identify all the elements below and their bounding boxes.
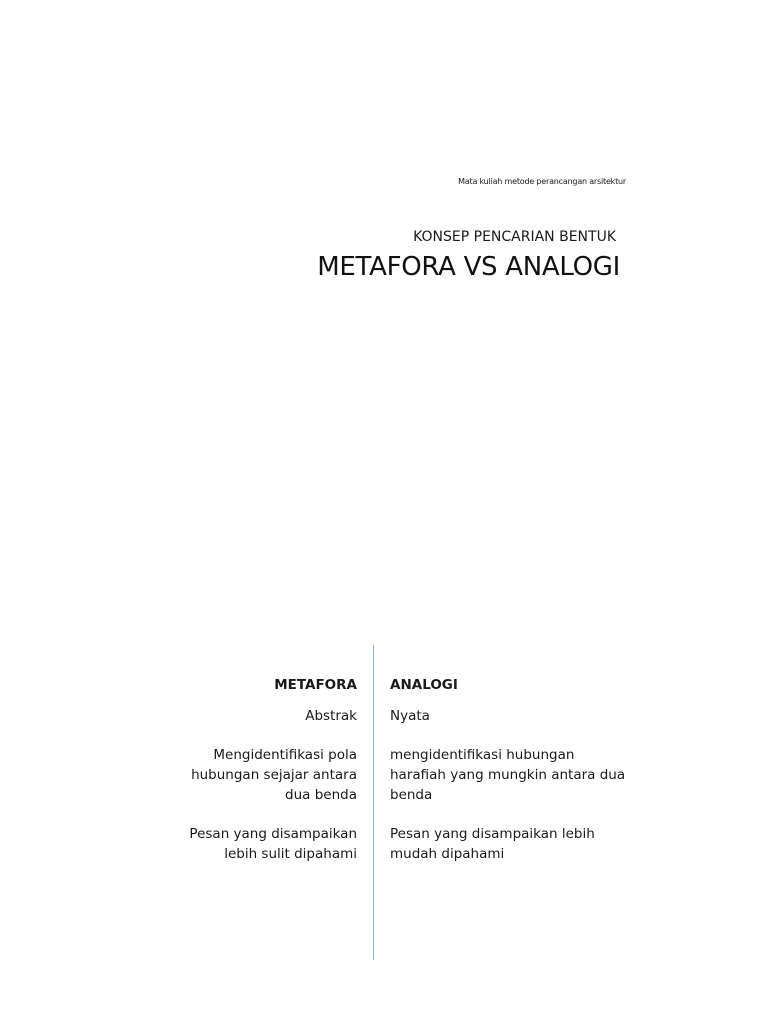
document-title: METAFORA VS ANALOGI xyxy=(317,252,620,282)
analogi-heading: ANALOGI xyxy=(390,677,458,693)
analogi-row-message: Pesan yang disampaikan lebih mudah dipahami xyxy=(390,826,595,862)
analogi-row-relation: mengidentifikasi hubungan harafiah yang mungkin antara dua benda xyxy=(390,747,626,803)
analogi-row-real: Nyata xyxy=(390,708,430,724)
metafora-heading: METAFORA xyxy=(274,677,357,693)
metafora-row-message: Pesan yang disampaikan lebih sulit dipahami xyxy=(189,826,357,862)
course-note: Mata kuliah metode perancangan arsitektur xyxy=(458,177,626,186)
document-subtitle: KONSEP PENCARIAN BENTUK xyxy=(413,229,616,245)
metafora-row-abstract: Abstrak xyxy=(305,708,357,724)
column-divider xyxy=(373,645,374,960)
metafora-row-relation: Mengidentifikasi pola hubungan sejajar antara dua benda xyxy=(191,747,357,803)
